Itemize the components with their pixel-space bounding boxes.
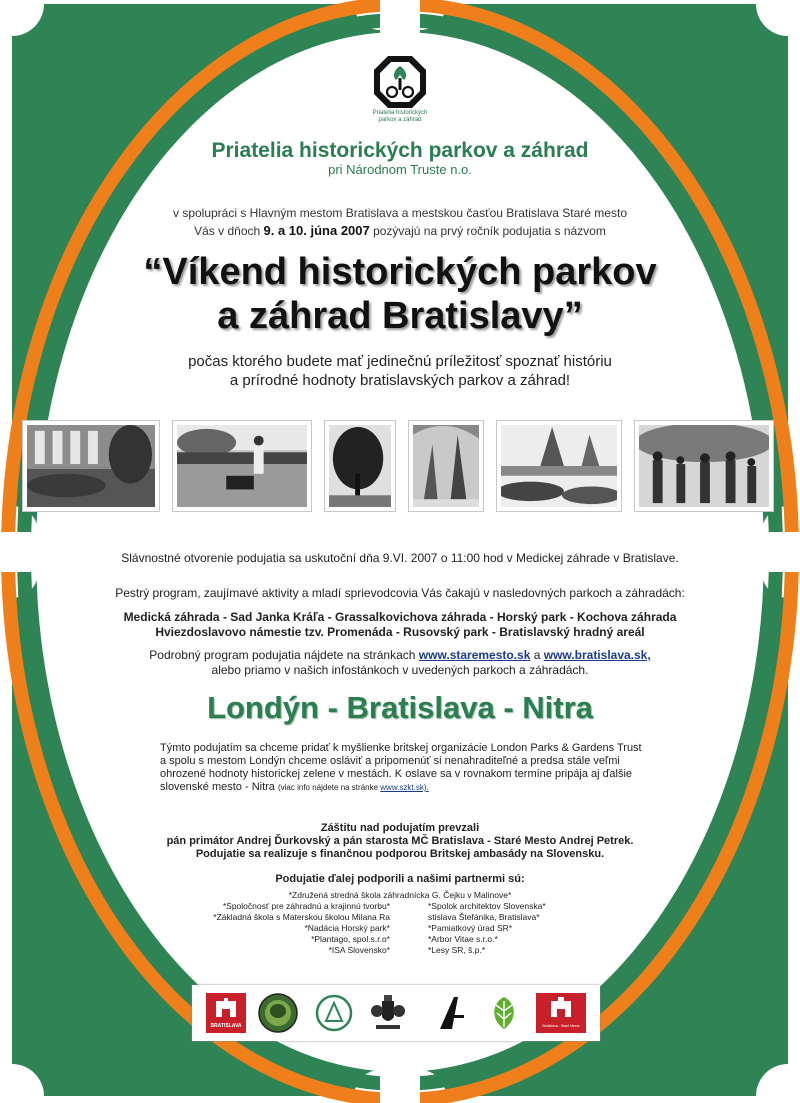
sponsor-logos-bar xyxy=(192,985,600,1041)
svg-text:BRATISLAVA: BRATISLAVA xyxy=(210,1023,242,1029)
partner-item: *Lesy SR, š.p.* xyxy=(428,945,486,955)
intro-text: v spolupráci s Hlavným mestom Bratislava a mestskou časťou Bratislava Staré mesto Vás v dňoch 9. a 10. júna 2007 pozývajú na prvý ročník podujatia s názvom xyxy=(172,206,627,238)
partner-item: *Nadácia Horský park* xyxy=(304,923,390,933)
leaf-logo xyxy=(484,993,524,1033)
partner-item: *Spoločnosť pre záhradnú a krajinnú tvorbu* xyxy=(222,901,390,911)
british-coat-of-arms-logo xyxy=(368,993,408,1033)
photo-visitors xyxy=(634,420,774,512)
program-intro-text: Pestrý program, zaujímavé aktivity a mladí sprievodcovia Vás čakajú v nasledovných parkoch a záhradách: xyxy=(115,586,685,600)
photo-flower-beds xyxy=(496,420,622,512)
szkt-link[interactable]: www.szkt.sk). xyxy=(380,783,429,792)
partner-item: *Pamiatkový úrad SR* xyxy=(428,923,513,933)
patronage-text: Záštitu nad podujatím prevzali pán primátor Andrej Ďurkovský a pán starosta MČ Bratislava - Staré Mesto Andrej Petrek. Podujatie sa realizuje s finančnou podporou Britskej ambasády na Slovensku. xyxy=(166,822,634,860)
event-description: Týmto podujatím sa chceme pridať k myšlienke britskej organizácie London Parks & Gardens Trust a spolu s mestom Londýn chceme osláviť a pripomenúť si nenahraditeľné a predsa stále veľmi ohrozené hodnoty historickej zelene v mestách. K oslave sa v rovnakom termíne pripája aj ďalšie slovenské mesto - Nitra (viac info nájdete na stránke www.szkt.sk). xyxy=(160,742,642,793)
partner-item: *Plantago, spol.s.r.o* xyxy=(311,934,390,944)
organization-subtitle: pri Národnom Truste n.o. xyxy=(328,162,472,177)
partner-item: *Spolok architektov Slovenska* xyxy=(428,901,546,911)
partner-item: stislava Štefánika, Bratislava* xyxy=(428,912,540,922)
photo-tree-silhouette xyxy=(324,420,396,512)
program-details: Podrobný program podujatia nájdete na stránkach www.staremesto.sk a www.bratislava.sk, alebo priamo v našich infostánkoch v uvedených parkoch a záhradách. xyxy=(149,648,651,677)
logo-caption: Priatelia historických parkov a záhrad xyxy=(372,110,428,123)
parks-list: Medická záhrada - Sad Janka Kráľa - Grassalkovichova záhrada - Horský park - Kochova záhrada Hviezdoslavovo námestie tzv. Promenáda - Rusovský park - Bratislavský hradný areál xyxy=(123,610,677,639)
partners-right-list xyxy=(428,901,648,956)
event-headline: “Víkend historických parkov a záhrad Bratislavy” xyxy=(143,251,657,337)
partner-item: *ISA Slovensko* xyxy=(328,945,390,955)
partners-left-list xyxy=(180,901,390,956)
szkt-logo xyxy=(314,993,354,1033)
partner-center: *Združená stredná škola záhradnícka G. Čejku v Malinove* xyxy=(288,890,512,900)
photo-lawn-mower xyxy=(172,420,312,512)
bratislava-crest-logo xyxy=(206,993,246,1033)
staremesto-link[interactable]: www.staremesto.sk xyxy=(418,648,531,662)
stare-mesto-crest-logo xyxy=(536,993,586,1033)
nadacia-horsky-park-logo xyxy=(258,993,298,1033)
partner-item: *Arbor Vitae s.r.o.* xyxy=(428,934,498,944)
event-tagline: počas ktorého budete mať jedinečnú príležitosť spoznať históriu a prírodné hodnoty bratislavských parkov a záhrad! xyxy=(188,353,612,389)
cities-heading: Londýn - Bratislava - Nitra xyxy=(207,690,593,725)
photo-plane-trees xyxy=(408,420,484,512)
organization-logo xyxy=(370,52,430,112)
bratislava-link[interactable]: www.bratislava.sk, xyxy=(543,648,651,662)
partners-title: Podujatie ďalej podporili a našimi partnermi sú: xyxy=(275,873,525,885)
photo-garden-building xyxy=(22,420,160,512)
partner-item: *Základná škola s Materskou školou Milana Ra xyxy=(213,912,390,922)
architects-logo xyxy=(432,993,472,1033)
opening-ceremony-text: Slávnostné otvorenie podujatia sa uskutoční dňa 9.VI. 2007 o 11:00 hod v Medickej záhrade v Bratislave. xyxy=(121,551,679,565)
organization-name: Priatelia historických parkov a záhrad xyxy=(211,139,589,162)
svg-text:Bratislava - Staré Mesto: Bratislava - Staré Mesto xyxy=(542,1024,580,1028)
